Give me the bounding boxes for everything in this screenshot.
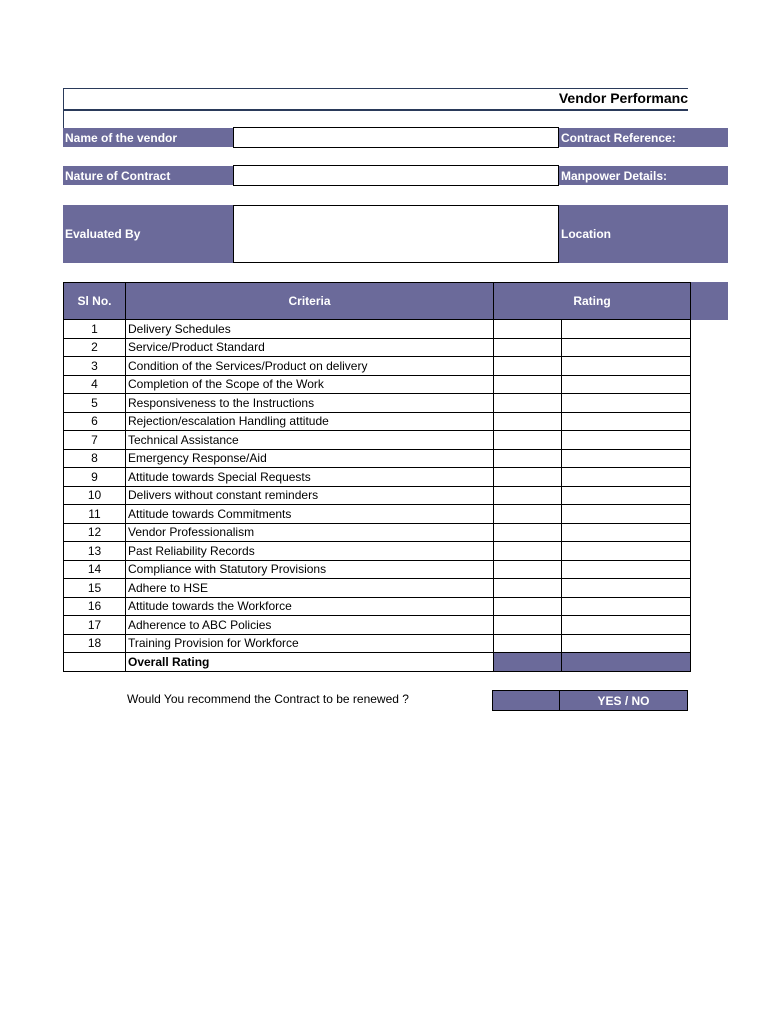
- sl-no-cell: 8: [64, 449, 126, 468]
- title-bar: [63, 88, 688, 110]
- rating-cell[interactable]: [494, 505, 562, 524]
- rating-cell[interactable]: [494, 542, 562, 561]
- rating-header: Rating: [494, 283, 691, 320]
- evaluated-label: Evaluated By: [63, 205, 233, 263]
- criteria-cell: Adhere to HSE: [126, 579, 494, 598]
- criteria-cell: Adherence to ABC Policies: [126, 616, 494, 635]
- rating-cell[interactable]: [494, 523, 562, 542]
- table-row: [64, 375, 691, 394]
- criteria-cell: Compliance with Statutory Provisions: [126, 560, 494, 579]
- rating-cell-2[interactable]: [562, 468, 691, 487]
- sl-no-cell: 4: [64, 375, 126, 394]
- divider: [63, 110, 688, 111]
- overall-rating-cell[interactable]: [494, 653, 562, 672]
- overall-sl-cell: [64, 653, 126, 672]
- rating-cell[interactable]: [494, 320, 562, 339]
- rating-cell[interactable]: [494, 634, 562, 653]
- table-row: [64, 338, 691, 357]
- rating-cell-2[interactable]: [562, 357, 691, 376]
- rating-cell[interactable]: [494, 560, 562, 579]
- sl-no-cell: 15: [64, 579, 126, 598]
- table-row: [64, 449, 691, 468]
- contract-ref-label: Contract Reference:: [559, 128, 728, 147]
- rating-cell[interactable]: [494, 412, 562, 431]
- page-title: Vendor Performanc: [558, 90, 688, 106]
- criteria-header: Criteria: [126, 283, 494, 320]
- criteria-cell: Attitude towards Commitments: [126, 505, 494, 524]
- criteria-cell: Service/Product Standard: [126, 338, 494, 357]
- recommend-blank-cell[interactable]: [492, 690, 560, 711]
- rating-cell-2[interactable]: [562, 597, 691, 616]
- table-row: [64, 431, 691, 450]
- criteria-cell: Condition of the Services/Product on delivery: [126, 357, 494, 376]
- rating-cell-2[interactable]: [562, 616, 691, 635]
- rating-cell[interactable]: [494, 449, 562, 468]
- rating-cell-2[interactable]: [562, 412, 691, 431]
- criteria-cell: Technical Assistance: [126, 431, 494, 450]
- table-row: [64, 486, 691, 505]
- rating-cell[interactable]: [494, 357, 562, 376]
- sl-no-cell: 1: [64, 320, 126, 339]
- rating-cell-2[interactable]: [562, 542, 691, 561]
- rating-cell[interactable]: [494, 579, 562, 598]
- table-row: [64, 505, 691, 524]
- rating-cell[interactable]: [494, 486, 562, 505]
- table-row: [64, 597, 691, 616]
- sl-no-cell: 3: [64, 357, 126, 376]
- sl-no-cell: 11: [64, 505, 126, 524]
- vendor-label: Name of the vendor: [63, 128, 233, 147]
- criteria-cell: Attitude towards the Workforce: [126, 597, 494, 616]
- criteria-table: [63, 282, 691, 672]
- sl-no-cell: 7: [64, 431, 126, 450]
- sl-no-cell: 9: [64, 468, 126, 487]
- sl-no-cell: 6: [64, 412, 126, 431]
- sl-no-cell: 12: [64, 523, 126, 542]
- table-row: [64, 542, 691, 561]
- rating-cell[interactable]: [494, 616, 562, 635]
- rating-cell-2[interactable]: [562, 338, 691, 357]
- nature-label: Nature of Contract: [63, 166, 233, 185]
- divider: [63, 110, 64, 128]
- rating-cell[interactable]: [494, 597, 562, 616]
- sl-no-cell: 13: [64, 542, 126, 561]
- criteria-cell: Completion of the Scope of the Work: [126, 375, 494, 394]
- rating-cell-2[interactable]: [562, 523, 691, 542]
- sl-no-cell: 17: [64, 616, 126, 635]
- rating-cell-2[interactable]: [562, 634, 691, 653]
- rating-header-extension: [688, 282, 728, 320]
- sl-no-cell: 2: [64, 338, 126, 357]
- rating-cell-2[interactable]: [562, 505, 691, 524]
- criteria-cell: Past Reliability Records: [126, 542, 494, 561]
- table-row: [64, 634, 691, 653]
- table-row: [64, 320, 691, 339]
- sl-no-cell: 18: [64, 634, 126, 653]
- recommend-question: Would You recommend the Contract to be renewed ?: [127, 692, 409, 706]
- criteria-cell: Training Provision for Workforce: [126, 634, 494, 653]
- criteria-cell: Rejection/escalation Handling attitude: [126, 412, 494, 431]
- table-row: [64, 357, 691, 376]
- rating-cell-2[interactable]: [562, 579, 691, 598]
- table-row: [64, 394, 691, 413]
- criteria-cell: Delivers without constant reminders: [126, 486, 494, 505]
- overall-rating-row: [64, 653, 691, 672]
- table-row: [64, 579, 691, 598]
- rating-cell[interactable]: [494, 394, 562, 413]
- sl-no-cell: 10: [64, 486, 126, 505]
- criteria-cell: Responsiveness to the Instructions: [126, 394, 494, 413]
- vendor-name-field[interactable]: [233, 127, 559, 148]
- table-row: [64, 523, 691, 542]
- rating-cell-2[interactable]: [562, 560, 691, 579]
- rating-cell-2[interactable]: [562, 449, 691, 468]
- sl-no-cell: 5: [64, 394, 126, 413]
- rating-cell-2[interactable]: [562, 375, 691, 394]
- criteria-cell: Vendor Professionalism: [126, 523, 494, 542]
- criteria-cell: Attitude towards Special Requests: [126, 468, 494, 487]
- rating-cell[interactable]: [494, 375, 562, 394]
- table-row: [64, 412, 691, 431]
- rating-cell-2[interactable]: [562, 320, 691, 339]
- overall-rating-label: Overall Rating: [126, 653, 494, 672]
- evaluated-by-field[interactable]: [233, 205, 559, 263]
- sl-no-header: Sl No.: [64, 283, 126, 320]
- table-row: [64, 468, 691, 487]
- criteria-cell: Emergency Response/Aid: [126, 449, 494, 468]
- rating-cell[interactable]: [494, 468, 562, 487]
- table-row: [64, 560, 691, 579]
- yes-no-selector[interactable]: YES / NO: [559, 690, 688, 711]
- sl-no-cell: 16: [64, 597, 126, 616]
- rating-cell[interactable]: [494, 338, 562, 357]
- location-label: Location: [559, 205, 728, 263]
- manpower-label: Manpower Details:: [559, 166, 728, 185]
- table-row: [64, 616, 691, 635]
- criteria-cell: Delivery Schedules: [126, 320, 494, 339]
- sl-no-cell: 14: [64, 560, 126, 579]
- rating-cell-2[interactable]: [562, 431, 691, 450]
- rating-cell-2[interactable]: [562, 394, 691, 413]
- rating-cell-2[interactable]: [562, 486, 691, 505]
- nature-of-contract-field[interactable]: [233, 165, 559, 186]
- rating-cell[interactable]: [494, 431, 562, 450]
- overall-rating-cell-2[interactable]: [562, 653, 691, 672]
